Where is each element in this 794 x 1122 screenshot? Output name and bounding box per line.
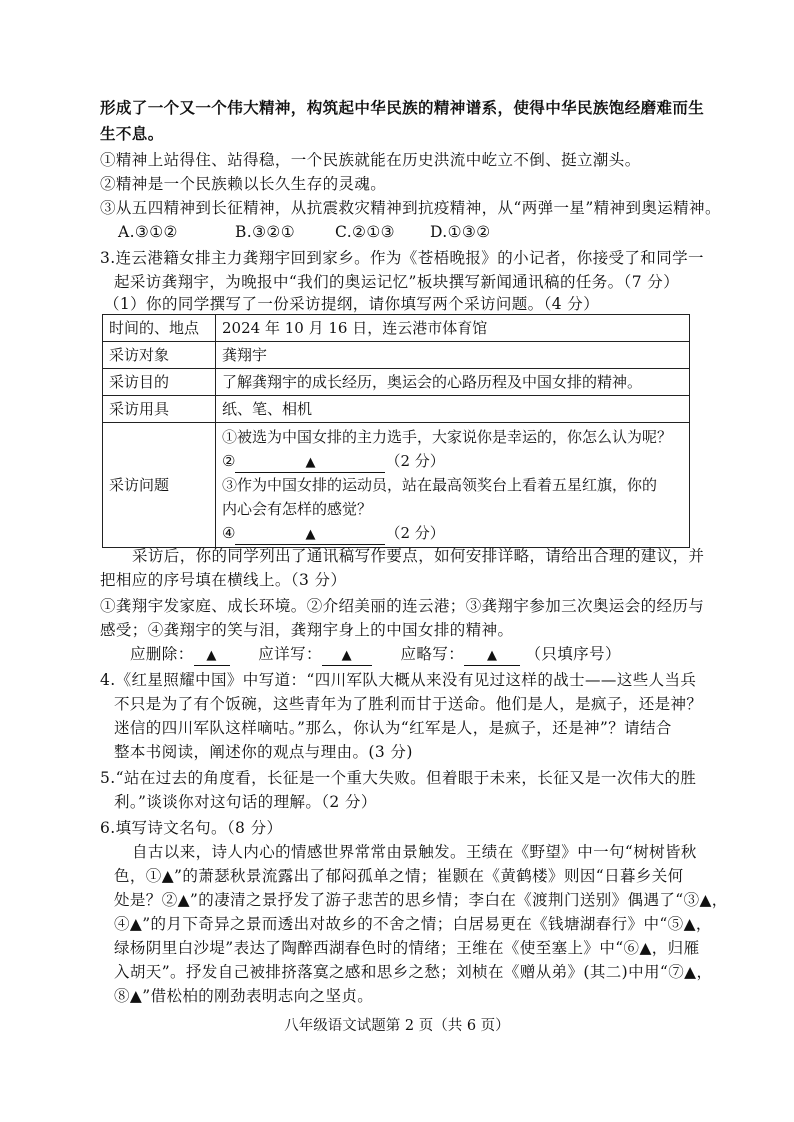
delete-label: 应删除： xyxy=(130,645,194,663)
writing-points-line-2: 感受；④龚翔宇的笑与泪，龚翔宇身上的中国女排的精神。 xyxy=(100,621,514,639)
q3-line-1: 3.连云港籍女排主力龚翔宇回到家乡。作为《苍梧晚报》的小记者，你接受了和同学一 xyxy=(100,249,704,267)
option-d: D.①③② xyxy=(430,223,491,241)
table-key: 时间的、地点 xyxy=(103,315,216,342)
q4-line-3: 迷信的四川军队这样嘀咕。”那么，你认为“红军是人，是疯子，还是神”？请结合 xyxy=(114,719,672,737)
q6-line-3: 处是？②▲”的凄清之景抒发了游子悲苦的思乡情；李白在《渡荆门送别》偶遇了“③▲， xyxy=(114,891,728,909)
answer-marker: ▲ xyxy=(486,648,498,663)
question-3-line-1: ③作为中国女排的运动员，站在最高领奖台上看着五星红旗，你的 xyxy=(222,476,658,494)
q6-line-4: ④▲”的月下奇异之景而透出对故乡的不舍之情；白居易更在《钱塘湖春行》中“⑤▲， xyxy=(114,915,712,933)
q4-line-1: 4.《红星照耀中国》中写道：“四川军队大概从来没有见过这样的战士——这些人当兵 xyxy=(100,671,697,689)
question-2-number: ② xyxy=(222,452,236,470)
option-a: A.③①② xyxy=(118,223,178,241)
table-row xyxy=(103,315,690,342)
question-4-score: （2 分） xyxy=(385,524,445,542)
q4-line-2: 不只是为了有个饭碗，这些青年为了胜利而甘于送命。他们是人，是疯子，还是神？ xyxy=(114,695,703,713)
delete-blank[interactable] xyxy=(194,645,230,666)
q5-line-2: 利。”谈谈你对这句话的理解。（2 分） xyxy=(114,793,377,811)
page-footer: 八年级语文试题第 2 页（共 6 页） xyxy=(284,1018,510,1034)
table-value: 了解龚翔宇的成长经历，奥运会的心路历程及中国女排的精神。 xyxy=(216,369,690,396)
table-row xyxy=(103,369,690,396)
table-key: 采访对象 xyxy=(103,342,216,369)
question-2-row xyxy=(222,449,683,473)
answer-marker: ▲ xyxy=(206,648,217,663)
q3-sub-1: （1）你的同学撰写了一份采访提纲，请你填写两个采访问题。（4 分） xyxy=(104,295,600,313)
writing-points-line-1: ①龚翔宇发家庭、成长环境。②介绍美丽的连云港；③龚翔宇参加三次奥运会的经历与 xyxy=(100,597,705,615)
q6-line-7: ⑧▲”借松柏的刚劲表明志向之坚贞。 xyxy=(114,987,374,1005)
intro-line-2: 生不息。 xyxy=(100,124,164,143)
q6-line-2: 色，①▲”的萧瑟秋景流露出了郁闷孤单之情；崔颢在《黄鹤楼》则因“日暮乡关何 xyxy=(114,867,684,885)
q6-line-6: 入胡天”。抒发自己被排挤落寞之感和思乡之愁；刘桢在《赠从弟》(其二)中用“⑦▲， xyxy=(114,963,713,981)
q6-line-5: 绿杨阴里白沙堤”表达了陶醉西湖春色时的情绪；王维在《使至塞上》中“⑥▲，归雁 xyxy=(114,939,700,957)
question-1: ①被选为中国女排的主力选手，大家说你是幸运的，你怎么认为呢？ xyxy=(222,428,673,446)
option-c: C.②①③ xyxy=(335,223,395,241)
table-row xyxy=(103,396,690,423)
table-value: 2024 年 10 月 16 日，连云港市体育馆 xyxy=(216,315,690,342)
answer-marker: ▲ xyxy=(305,527,316,542)
q6-title: 6.填写诗文名句。（8 分） xyxy=(100,819,283,837)
table-row xyxy=(103,342,690,369)
sentence-1: ①精神上站得住、站得稳，一个民族就能在历史洪流中屹立不倒、挺立潮头。 xyxy=(100,151,641,169)
detail-label: 应详写： xyxy=(258,645,322,663)
question-3-line-2: 内心会有怎样的感觉？ xyxy=(222,500,373,518)
brief-label: 应略写： xyxy=(400,645,465,663)
option-b: B.③②① xyxy=(235,223,296,241)
sentence-3: ③从五四精神到长征精神，从抗震救灾精神到抗疫精神，从“两弹一星”精神到奥运精神。 xyxy=(100,199,721,217)
q3-line-2: 起采访龚翔宇，为晚报中“我们的奥运记忆”板块撰写新闻通讯稿的任务。（7 分） xyxy=(114,273,680,291)
brief-blank[interactable] xyxy=(464,645,520,666)
question-4-row xyxy=(222,521,683,545)
question-2-score: （2 分） xyxy=(385,452,445,470)
intro-line-1: 形成了一个又一个伟大精神，构筑起中华民族的精神谱系，使得中华民族饱经磨难而生 xyxy=(100,98,705,117)
question-4-number: ④ xyxy=(222,524,236,542)
table-row xyxy=(103,423,690,548)
answer-marker: ▲ xyxy=(341,648,353,663)
q4-line-4: 整本书阅读，阐述你的观点与理由。(3 分) xyxy=(114,743,413,761)
q6-line-1: 自古以来，诗人内心的情感世界常常由景触发。王绩在《野望》中一句“树树皆秋 xyxy=(132,843,697,861)
interview-outline-table xyxy=(102,314,690,548)
interview-questions-cell xyxy=(216,423,690,548)
question-4-blank[interactable] xyxy=(235,524,385,545)
table-key: 采访目的 xyxy=(103,369,216,396)
sentence-2: ②精神是一个民族赖以长久生存的灵魂。 xyxy=(100,175,387,193)
table-key: 采访用具 xyxy=(103,396,216,423)
q5-line-1: 5.“站在过去的角度看，长征是一个重大失败。但着眼于未来，长征又是一次伟大的胜 xyxy=(100,769,697,787)
q3-after-line-1: 采访后，你的同学列出了通讯稿写作要点，如何安排详略，请给出合理的建议，并 xyxy=(132,547,705,565)
detail-arrangement-row xyxy=(130,644,621,666)
detail-blank[interactable] xyxy=(322,645,372,666)
q3-after-line-2: 把相应的序号填在横线上。（3 分） xyxy=(100,571,347,589)
table-value: 龚翔宇 xyxy=(216,342,690,369)
question-2-blank[interactable] xyxy=(235,452,385,473)
fill-note: （只填序号） xyxy=(525,645,621,663)
table-key: 采访问题 xyxy=(103,423,216,548)
answer-marker: ▲ xyxy=(305,455,316,470)
table-value: 纸、笔、相机 xyxy=(216,396,690,423)
